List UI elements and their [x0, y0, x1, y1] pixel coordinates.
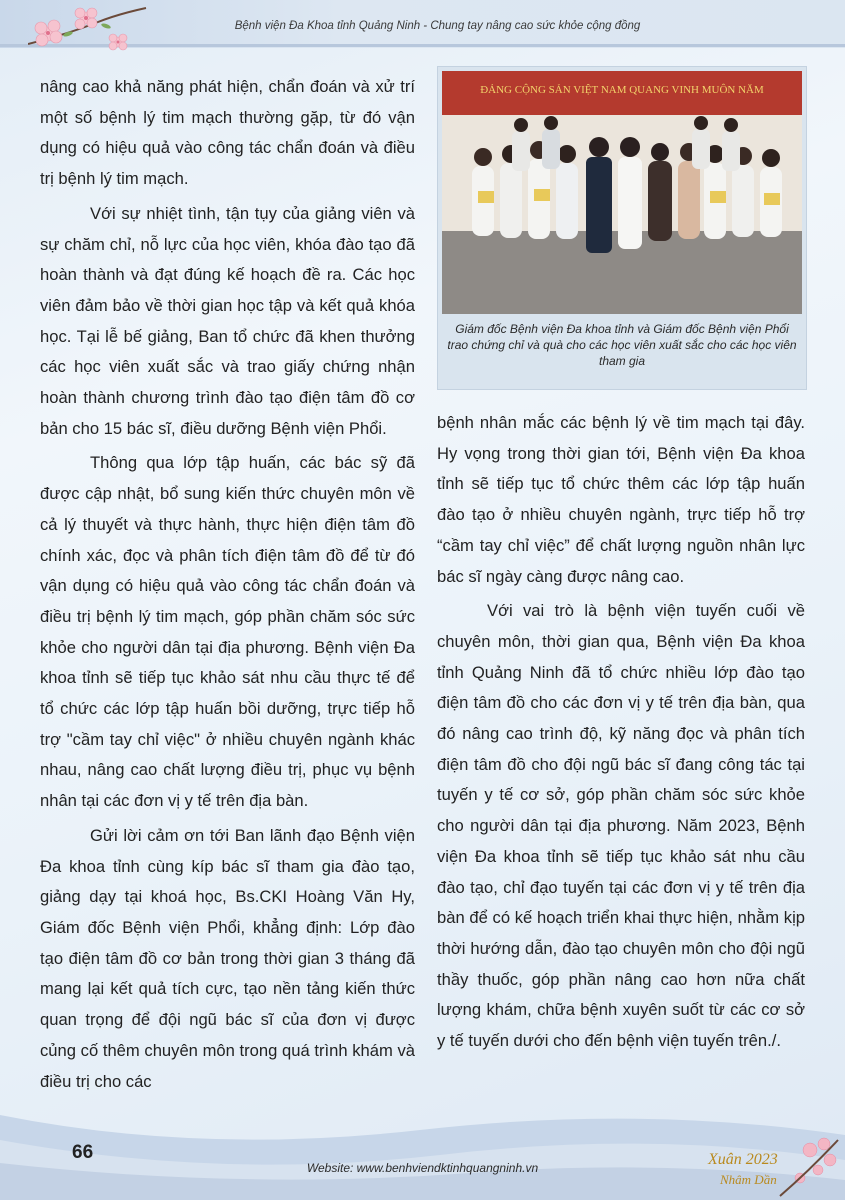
photo-caption: Giám đốc Bệnh viện Đa khoa tỉnh và Giám đốc Bệnh viện Phổi trao chứng chỉ và quà cho các học viên xuất sắc cho các học viên tham gia	[447, 322, 797, 368]
paragraph: nâng cao khả năng phát hiện, chẩn đoán và xử trí một số bệnh lý tim mạch thường gặp, từ đó vận dụng có hiệu quả vào công tác chẩn đoán và điều trị bệnh lý tim mạch.	[40, 77, 415, 189]
paragraph: bệnh nhân mắc các bệnh lý về tim mạch tại đây. Hy vọng trong thời gian tới, Bệnh viện Đa khoa tỉnh sẽ tiếp tục tổ chức thêm các lớp tập huấn đào tạo ở nhiều chuyên ngành, trực tiếp hỗ trợ “cầm tay chỉ việc” để chất lượng nguồn nhân lực bác sĩ ngày càng được nâng cao.	[437, 413, 805, 586]
paragraph: Với vai trò là bệnh viện tuyến cuối về chuyên môn, thời gian qua, Bệnh viện Đa khoa tỉnh Quảng Ninh đã tổ chức nhiều lớp đào tạo điện tâm đồ cho các đơn vị y tế trên địa bàn, qua đó nâng cao trình độ, kỹ năng đọc và phân tích điện tâm đồ cho đội ngũ bác sĩ đang công tác tại tuyến y tế cơ sở, góp phần chăm sóc sức khỏe cho người dân tại địa phương. Năm 2023, Bệnh viện Đa khoa tỉnh sẽ tiếp tục khảo sát nhu cầu đào tạo, chỉ đạo tuyến tại các đơn vị y tế trên địa bàn để có kế hoạch triển khai thực hiện, nhằm kịp thời hướng dẫn, đào tạo chuyên môn cho đội ngũ thầy thuốc, góp phần nâng cao hơn nữa chất lượng khám, chữa bệnh xuyên suốt từ các cơ sở y tế tuyến dưới cho đến bệnh viện tuyến trên./.	[437, 601, 805, 1051]
paragraph: Với sự nhiệt tình, tận tụy của giảng viên và sự chăm chỉ, nỗ lực của học viên, khóa đào tạo đã hoàn thành và đạt đúng kế hoạch đề ra. Các học viên đảm bảo về thời gian học tập và kết quả khóa học. Tại lễ bế giảng, Ban tổ chức đã khen thưởng các học viên xuất sắc và trao giấy chứng nhận hoàn thành chương trình đào tạo điện tâm đồ cơ bản cho 15 bác sĩ, điều dưỡng Bệnh viện Phổi.	[40, 203, 415, 438]
cherry-blossom-icon	[28, 4, 148, 64]
spring-2023-logo	[700, 1130, 840, 1198]
group-photo-illustration	[442, 71, 802, 314]
running-header: Bệnh viện Đa Khoa tỉnh Quảng Ninh - Chung tay nâng cao sức khỏe cộng đồng	[234, 20, 641, 32]
paragraph: Thông qua lớp tập huấn, các bác sỹ đã được cập nhật, bổ sung kiến thức chuyên môn về cả lý thuyết và thực hành, thực hiện điện tâm đồ chính xác, đọc và phân tích điện tâm đồ để từ đó vận dụng có hiệu quả vào công tác chẩn đoán và điều trị bệnh lý tim mạch, góp phần chăm sóc sức khỏe cho người dân tại địa phương. Bệnh viện Đa khoa tỉnh sẽ tiếp tục khảo sát nhu cầu thực tế để tổ chức các lớp tập huấn bồi dưỡng, trực tiếp hỗ trợ "cầm tay chỉ việc" ở nhiều chuyên ngành khác nhau, nâng cao chất lượng điều trị, phục vụ bệnh nhân tại các đơn vị y tế trên địa bàn.	[40, 453, 415, 811]
group-photo	[442, 71, 802, 314]
logo-text-nham-dan: Nhâm Dần	[720, 1172, 777, 1187]
website-url: Website: www.benhviendktinhquangninh.vn	[306, 1161, 539, 1175]
paragraph: Gửi lời cảm ơn tới Ban lãnh đạo Bệnh viện Đa khoa tỉnh cùng kíp bác sĩ tham gia đào tạo, giảng dạy tại khoá học, Bs.CKI Hoàng Văn Hy, Giám đốc Bệnh viện Phổi, khẳng định: Lớp đào tạo điện tâm đồ cơ bản trong thời gian 3 tháng đã mang lại kết quả tích cực, tạo nền tảng kiến thức quan trọng để đội ngũ bác sĩ của đơn vị được củng cố thêm chuyên môn trong quá trình khám và điều trị cho các	[40, 825, 415, 1091]
left-column	[40, 72, 415, 1101]
right-column	[437, 408, 805, 1061]
photo-figure	[437, 66, 807, 390]
logo-text-year: Xuân 2023	[708, 1151, 778, 1168]
page-number: 66	[72, 1142, 94, 1163]
banner-text: ĐẢNG CỘNG SẢN VIỆT NAM QUANG VINH MUÔN NĂM	[480, 84, 764, 96]
